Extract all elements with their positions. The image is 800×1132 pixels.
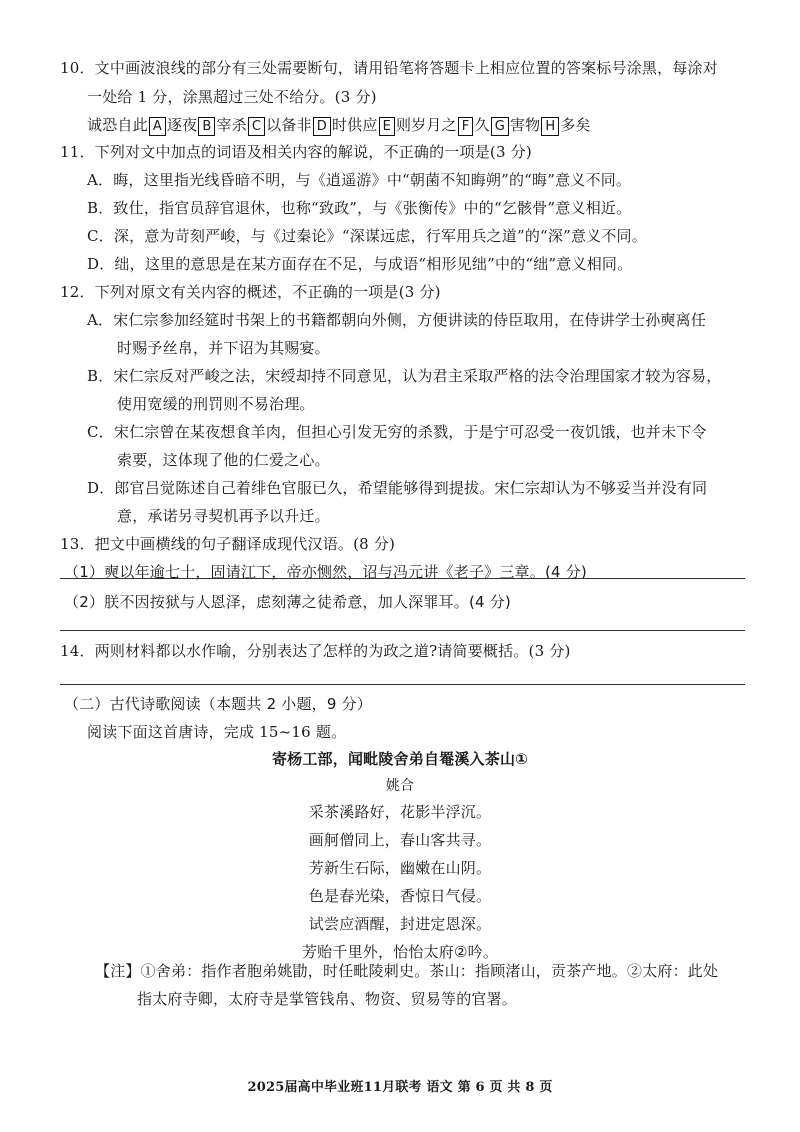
- q12-option-d-line2: 意，承诺另寻契机再予以升迁。: [117, 507, 330, 525]
- q12-option-a-line2: 时赐予丝帛，并下诏为其赐宴。: [117, 339, 330, 357]
- section-intro: 阅读下面这首唐诗，完成 15~16 题。: [87, 723, 347, 741]
- note-line1: 【注】①舍弟：指作者胞弟姚勖，时任毗陵刺史。茶山：指顾渚山，贡茶产地。②太府：此处: [95, 962, 719, 980]
- poem-line: 采茶溪路好，花影半浮沉。: [308, 803, 492, 821]
- q14-stem: 14．两则材料都以水作喻，分别表达了怎样的为政之道?请简要概括。(3 分): [60, 642, 571, 660]
- q12-option-c-line2: 索要，这体现了他的仁爱之心。: [117, 451, 330, 469]
- segment-text: 久: [474, 116, 490, 134]
- answer-box-e: E: [379, 117, 395, 136]
- q11-option-a: A．晦，这里指光线昏暗不明，与《逍遥游》中“朝菌不知晦朔”的“晦”意义不同。: [87, 171, 632, 189]
- poem-title: 寄杨工部，闻毗陵舍弟自罨溪入茶山①: [271, 750, 529, 768]
- q13-stem: 13．把文中画横线的句子翻译成现代汉语。(8 分): [60, 535, 396, 553]
- q12-option-b-line1: B．宋仁宗反对严峻之法，宋绶却持不同意见，认为君主采取严格的法令治理国家才较为容易，: [87, 367, 722, 385]
- segment-text: 宰杀: [216, 116, 247, 134]
- poem-line: 试尝应酒醒，封进定恩深。: [308, 915, 492, 933]
- segment-text: 则岁月之: [395, 116, 457, 134]
- poem-author: 姚合: [385, 778, 415, 794]
- q13-sentence-2: （2）朕不因按狱与人恩泽，虑刻薄之徒希意，加人深罪耳。(4 分): [64, 593, 511, 611]
- q10-segmented-sentence: [87, 115, 591, 136]
- page-footer: 2025届高中毕业班11月联考 语文 第 6 页 共 8 页: [247, 1080, 553, 1095]
- answer-box-d: D: [313, 117, 331, 136]
- q11-option-d: D．绌，这里的意思是在某方面存在不足，与成语“相形见绌”中的“绌”意义相同。: [87, 255, 633, 273]
- segment-text: 诚恐自此: [87, 116, 148, 134]
- q10-stem-line2: 一处给 1 分，涂黑超过三处不给分。(3 分): [87, 88, 377, 106]
- poem-line: 芳贻千里外，怡怡太府②吟。: [301, 943, 499, 961]
- q11-option-c: C．深，意为苛刻严峻，与《过秦论》“深谋远虑，行军用兵之道”的“深”意义不同。: [87, 227, 647, 245]
- q11-stem: 11．下列对文中加点的词语及相关内容的解说，不正确的一项是(3 分): [60, 143, 532, 161]
- q13-sentence-1: （1）奭以年逾七十，固请江下，帝亦恻然，诏与冯元讲《老子》三章。(4 分): [64, 563, 587, 581]
- answer-line: [60, 684, 745, 685]
- poem-line: 色是春光染，香惊日气侵。: [308, 887, 492, 905]
- q12-option-c-line1: C．宋仁宗曾在某夜想食羊肉，但担心引发无穷的杀戮，于是宁可忍受一夜饥饿，也并未下令: [87, 423, 707, 441]
- segment-text: 害物: [509, 116, 541, 134]
- q10-stem-line1: 10．文中画波浪线的部分有三处需要断句，请用铅笔将答题卡上相应位置的答案标号涂黑，每涂对: [60, 59, 718, 77]
- q12-option-d-line1: D．郎官吕觉陈述自己着绯色官服已久，希望能够得到提拔。宋仁宗却认为不够妥当并没有同: [87, 479, 708, 497]
- poem-line: 画舸僧同上，春山客共寻。: [308, 831, 492, 849]
- q12-option-b-line2: 使用宽缓的刑罚则不易治理。: [117, 395, 315, 413]
- poem-line: 芳新生石际，幽嫩在山阴。: [308, 859, 492, 877]
- section-heading: （二）古代诗歌阅读（本题共 2 小题，9 分）: [64, 695, 372, 713]
- answer-line: [60, 578, 745, 579]
- segment-text: 时供应: [331, 116, 378, 134]
- answer-box-h: H: [541, 117, 559, 136]
- answer-line: [60, 630, 745, 631]
- q11-option-b: B．致仕，指官员辞官退休，也称“致政”，与《张衡传》中的“乞骸骨”意义相近。: [87, 199, 632, 217]
- answer-box-a: A: [149, 117, 166, 136]
- answer-box-f: F: [458, 117, 474, 136]
- segment-text: 多矣: [560, 116, 591, 134]
- segment-text: 逐夜: [166, 116, 198, 134]
- q12-stem: 12．下列对原文有关内容的概述，不正确的一项是(3 分): [60, 283, 441, 301]
- note-line2: 指太府寺卿，太府寺是掌管钱帛、物资、贸易等的官署。: [137, 990, 518, 1008]
- segment-text: 以备非: [266, 116, 312, 134]
- q12-option-a-line1: A．宋仁宗参加经筵时书架上的书籍都朝向外侧，方便讲读的侍臣取用，在侍讲学士孙奭离任: [87, 311, 707, 329]
- answer-box-g: G: [491, 117, 509, 136]
- answer-box-b: B: [198, 117, 215, 136]
- answer-box-c: C: [248, 117, 265, 136]
